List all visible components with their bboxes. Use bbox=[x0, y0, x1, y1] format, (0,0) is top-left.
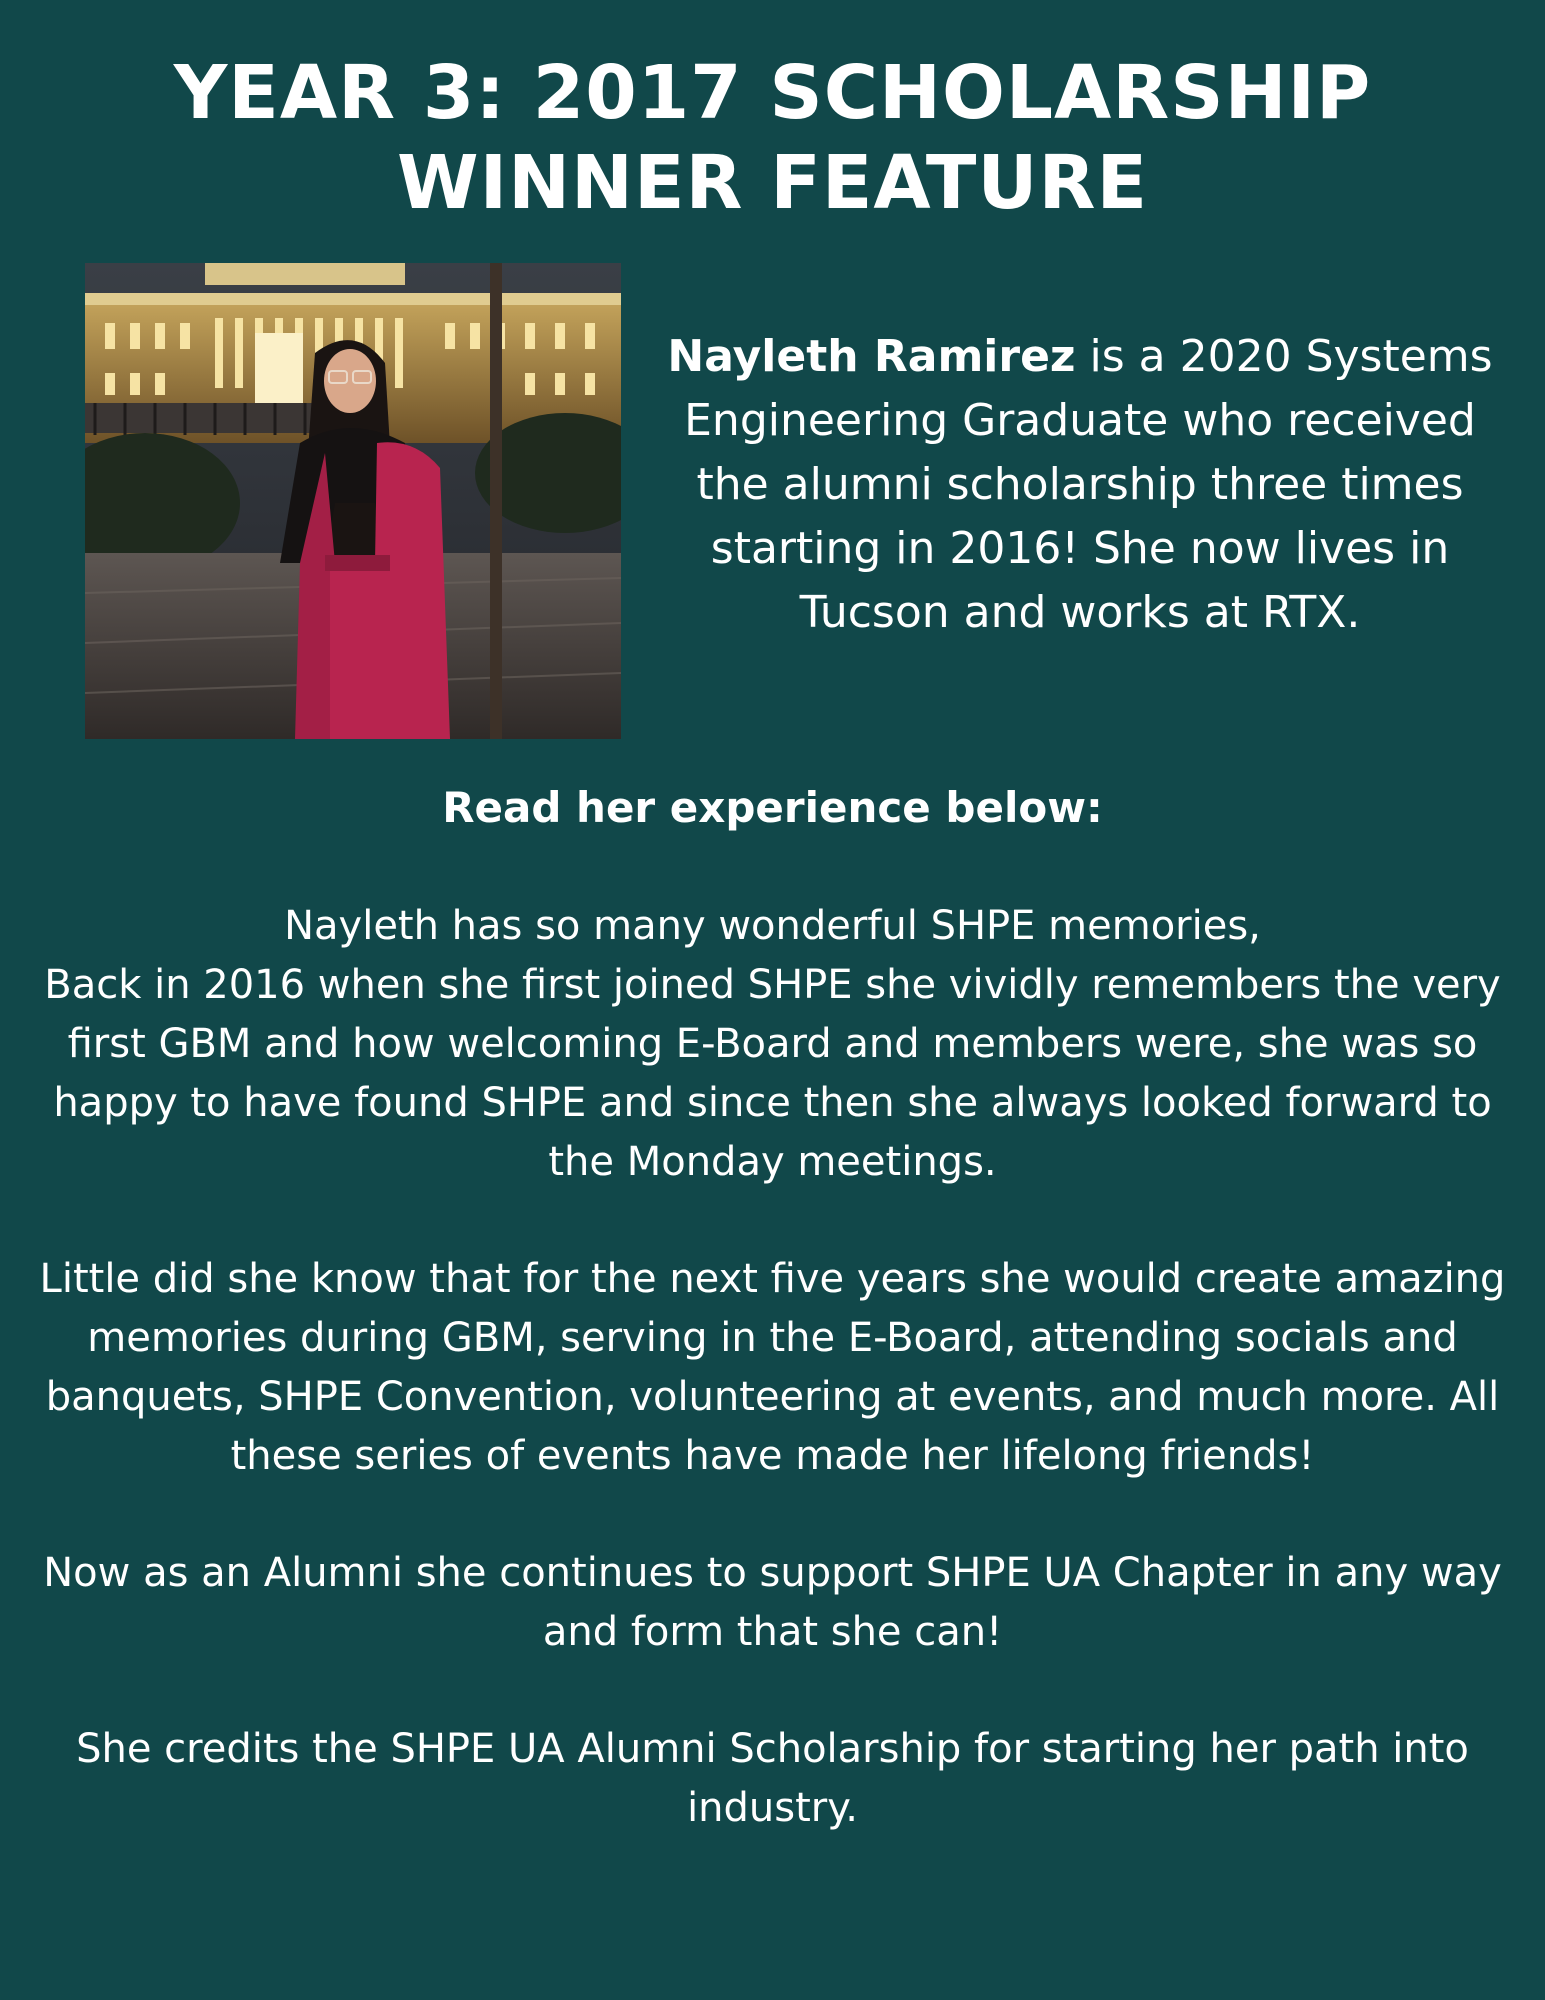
winner-intro-text: is a 2020 Systems Engineering Graduate who received the alumni scholarship three times starting in 2016! She now lives in Tucson and works at RTX. bbox=[684, 331, 1493, 638]
winner-photo bbox=[85, 263, 621, 739]
experience-paragraph-1-opening: Nayleth has so many wonderful SHPE memories, bbox=[284, 903, 1261, 949]
title-line-2: WINNER FEATURE bbox=[396, 140, 1149, 226]
experience-heading: Read her experience below: bbox=[442, 783, 1103, 832]
experience-paragraph-3: Now as an Alumni she continues to support SHPE UA Chapter in any way and form that she can! bbox=[43, 1550, 1502, 1655]
experience-paragraph-4: She credits the SHPE UA Alumni Scholarship for starting her path into industry. bbox=[76, 1726, 1469, 1831]
title-line-1: YEAR 3: 2017 SCHOLARSHIP bbox=[173, 50, 1372, 136]
winner-name: Nayleth Ramirez bbox=[667, 331, 1076, 382]
experience-paragraph-1 bbox=[30, 897, 1515, 1192]
winner-intro bbox=[660, 325, 1500, 645]
page-title bbox=[0, 48, 1545, 228]
experience-paragraph-2: Little did she know that for the next five years she would create amazing memories during GBM, serving in the E-Board, attending socials and banquets, SHPE Convention, volunteering at events, and much more. All these series of events have made her lifelong friends! bbox=[39, 1256, 1506, 1479]
experience-paragraph-1-body: Back in 2016 when she first joined SHPE she vividly remembers the very first GBM and how welcoming E-Board and members were, she was so happy to have found SHPE and since then she always looked forward to the Monday meetings. bbox=[44, 962, 1501, 1185]
